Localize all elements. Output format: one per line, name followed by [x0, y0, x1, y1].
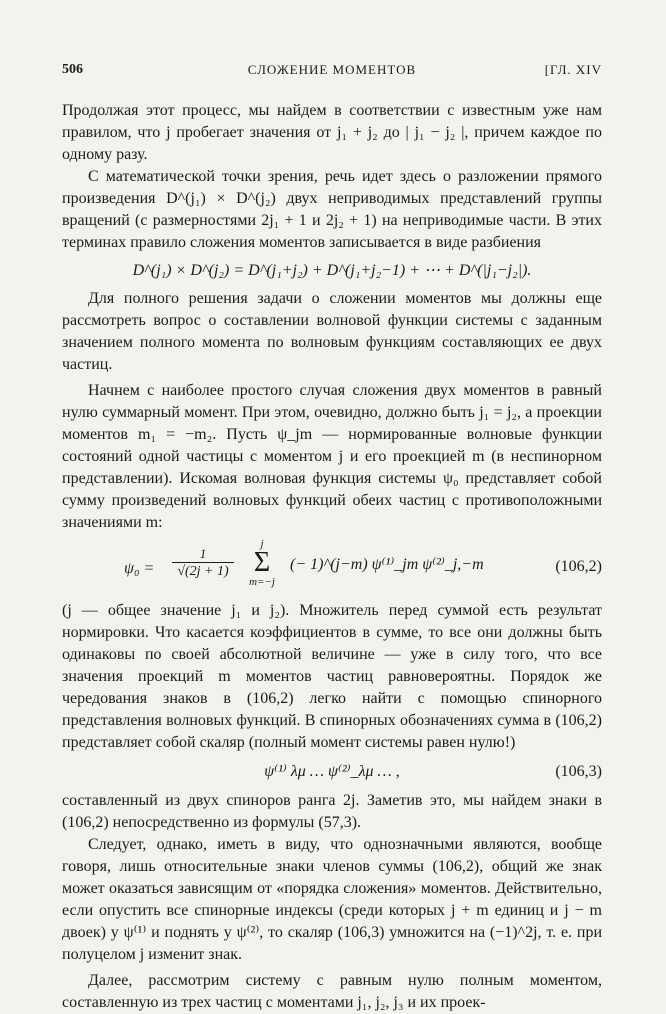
- sum-upper-limit: j: [260, 538, 264, 550]
- summand: (− 1)^(j−m) ψ⁽¹⁾_jm ψ⁽²⁾_j,−m: [290, 556, 484, 573]
- equation-number-106-3: (106,3): [555, 763, 602, 780]
- sum-symbol: Σ: [253, 547, 271, 578]
- formula-decomposition-expr: D^(j₁) × D^(j₂) = D^(j₁+j₂) + D^(j₁+j₂−1) + ⋯ + D^(|j₁−j₂|).: [132, 262, 532, 279]
- sum-lower-limit: m=−j: [249, 576, 275, 588]
- paragraph-6: составленный из двух спиноров ранга 2j. Заметив это, мы найдем знаки в (106,2) непосредственно из формулы (57,3).: [62, 792, 602, 831]
- fraction-denominator: √(2j + 1): [177, 564, 229, 579]
- paragraph-1: Продолжая этот процесс, мы найдем в соответствии с известным уже нам правилом, что j пробегает значения от j₁ + j₂ до | j₁ − j₂ |, причем каждое по одному разу.: [62, 102, 602, 163]
- formula-lhs: ψ₀ =: [124, 560, 155, 577]
- book-page: [62, 62, 602, 1014]
- body-text: [62, 100, 602, 1014]
- formula-106-3: [62, 754, 602, 790]
- normalization-fraction: [172, 546, 234, 581]
- paragraph-4: Начнем с наиболее простого случая сложения двух моментов в равный нулю суммарный момент. При этом, очевидно, должно быть j₁ = j₂, а проекции моментов m₁ = −m₂. Пусть ψ_jm — нормированные волновые функции состояний одной частицы с моментом j и его проекцией m (в неспинорном представлении). Искомая волновая функция системы ψ₀ представляет собой сумму произведений волновых функций обеих частиц с противоположными значениями m:: [62, 382, 602, 531]
- paragraph-7: Следует, однако, иметь в виду, что однозначными являются, вообще говоря, лишь относительные знаки членов суммы (106,2), общий же знак может оказаться зависящим от «порядка сложения» моментов. Действительно, если опустить все спинорные индексы (среди которых j + m единиц и j − m двоек) у ψ⁽¹⁾ и поднять у ψ⁽²⁾, то скаляр (106,3) умножится на (−1)^2j, т. е. при полуцелом j изменит знак.: [62, 836, 602, 963]
- formula-106-3-expr: ψ⁽¹⁾ λμ … ψ⁽²⁾_λμ … ,: [264, 763, 400, 780]
- formula-decomposition: [62, 254, 602, 288]
- page-number: 506: [62, 62, 83, 77]
- chapter-label: [ГЛ. XIV: [544, 62, 602, 77]
- equation-number-106-2: (106,2): [555, 558, 602, 575]
- section-title: СЛОЖЕНИЕ МОМЕНТОВ: [247, 62, 417, 77]
- paragraph-5: (j — общее значение j₁ и j₂). Множитель перед суммой есть результат нормировки. Что касается коэффициентов в сумме, то все они должны быть одинаковы по своей абсолютной величине — уже в силу того, что все значения проекций m моментов частиц равновероятны. Порядок же чередования знаков в (106,2) легко найти с помощью спинорного представления волновых функций. В спинорных обозначениях сумма в (106,2) представляет собой скаляр (полный момент системы равен нулю!): [62, 602, 602, 751]
- paragraph-3: Для полного решения задачи о сложении моментов мы должны еще рассмотреть вопрос о составлении волновой функции системы с заданным значением полного момента по волновым функциям составляющих ее двух частиц.: [62, 290, 602, 373]
- paragraph-8: Далее, рассмотрим систему с равным нулю полным моментом, составленную из трех частиц с моментами j₁, j₂, j₃ и их проек-: [62, 972, 602, 1011]
- fraction-numerator: 1: [172, 546, 234, 563]
- sum-operator: [242, 538, 282, 588]
- paragraph-2: С математической точки зрения, речь идет здесь о разложении прямого произведения D^(j₁) × D^(j₂) двух неприводимых представлений группы вращений (с размерностями 2j₁ + 1 и 2j₂ + 1) на неприводимые части. В этих терминах правило сложения моментов записывается в виде разбиения: [62, 168, 602, 251]
- running-header: [62, 62, 602, 88]
- formula-106-2: [62, 536, 602, 598]
- formula-106-2-expr: [172, 538, 484, 594]
